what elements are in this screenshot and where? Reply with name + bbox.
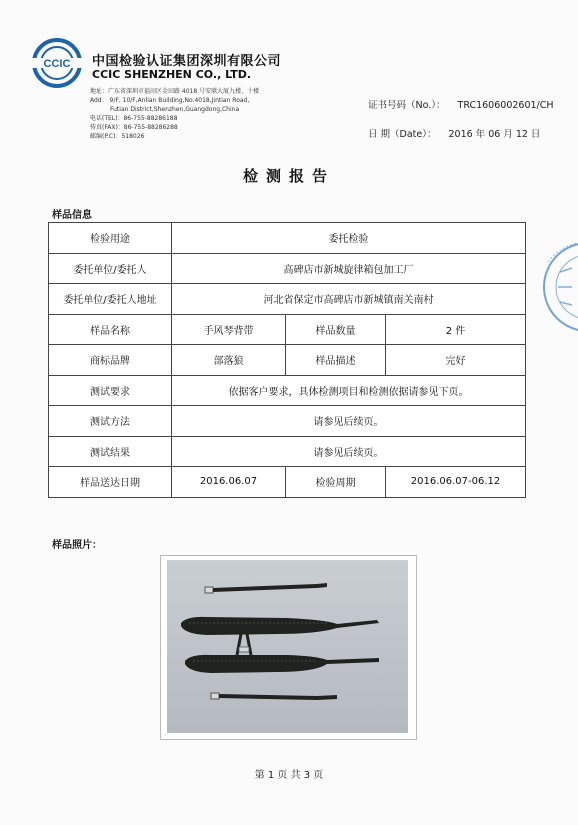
table-row — [49, 314, 526, 345]
postcode: 邮编(P.C)：518026 — [90, 133, 145, 140]
table-row — [49, 345, 526, 376]
date-value: 2016 年 06 月 12 日 — [448, 129, 541, 140]
cell-label: 测试结果 — [49, 436, 172, 467]
cell-label: 委托单位/委托人 — [49, 253, 172, 284]
cell-label: 样品名称 — [49, 314, 172, 345]
table-row — [49, 284, 526, 315]
cell-label: 检验周期 — [286, 467, 386, 498]
cell-label: 样品数量 — [286, 314, 386, 345]
address-en-2: Futian District,Shenzhen,Guangdong,China — [110, 106, 240, 113]
section-sample-photo: 样品照片： — [52, 540, 102, 551]
cell-label: 测试方法 — [49, 406, 172, 437]
cell-value: 完好 — [386, 345, 526, 376]
cell-label: 样品描述 — [286, 345, 386, 376]
date-label: 日 期（Date）： — [368, 129, 437, 140]
table-row — [49, 375, 526, 406]
address-en-1: Add： 9/F, 10/F,Anlian Building,No.4018,Jintian Road, — [90, 97, 250, 104]
section-sample-info: 样品信息 — [52, 210, 92, 221]
sample-info-table — [48, 222, 526, 498]
cell-label: 商标品牌 — [49, 345, 172, 376]
cell-value: 2016.06.07-06.12 — [386, 467, 526, 498]
cell-value: 河北省保定市高碑店市新城镇南关南村 — [172, 284, 526, 315]
address-cn: 地址：广东省深圳市福田区金田路 4018 号安联大厦九楼、十楼 — [90, 88, 260, 95]
cell-label: 委托单位/委托人地址 — [49, 284, 172, 315]
cell-label: 样品送达日期 — [49, 467, 172, 498]
page-number: 第 1 页 共 3 页 — [254, 770, 324, 781]
table-row — [49, 467, 526, 498]
table-row — [49, 406, 526, 437]
org-name-en: CCIC SHENZHEN CO., LTD. — [92, 68, 252, 81]
cell-value: 2 件 — [386, 314, 526, 345]
cell-label: 测试要求 — [49, 375, 172, 406]
cell-value: 委托检验 — [172, 223, 526, 254]
cell-value: 请参见后续页。 — [172, 436, 526, 467]
address-block — [90, 87, 259, 141]
cert-value: TRC1606002601/CH — [457, 100, 554, 111]
ccic-logo — [32, 38, 82, 88]
cell-value: 部落狼 — [172, 345, 286, 376]
table-row — [49, 436, 526, 467]
cell-value: 手风琴背带 — [172, 314, 286, 345]
cell-label: 检验用途 — [49, 223, 172, 254]
sample-photo — [167, 560, 408, 733]
report-date — [368, 126, 540, 140]
report-title: 检测报告 — [242, 167, 335, 185]
org-name-cn: 中国检验认证集团深圳有限公司 — [92, 54, 282, 69]
cell-value: 高碑店市新城旋律箱包加工厂 — [172, 253, 526, 284]
logo-text: CCIC — [43, 58, 71, 70]
table-row — [49, 223, 526, 254]
fax: 传真(FAX)：86-755-88286288 — [90, 124, 178, 131]
table-row — [49, 253, 526, 284]
inspection-stamp — [538, 232, 578, 342]
cell-value: 2016.06.07 — [172, 467, 286, 498]
cell-value: 依据客户要求，具体检测项目和检测依据请参见下页。 — [172, 375, 526, 406]
cell-value: 请参见后续页。 — [172, 406, 526, 437]
tel: 电话(TEL)：86-755-88286188 — [90, 115, 178, 122]
certificate-number — [368, 97, 554, 111]
cert-label: 证书号码（No.）： — [368, 100, 446, 111]
